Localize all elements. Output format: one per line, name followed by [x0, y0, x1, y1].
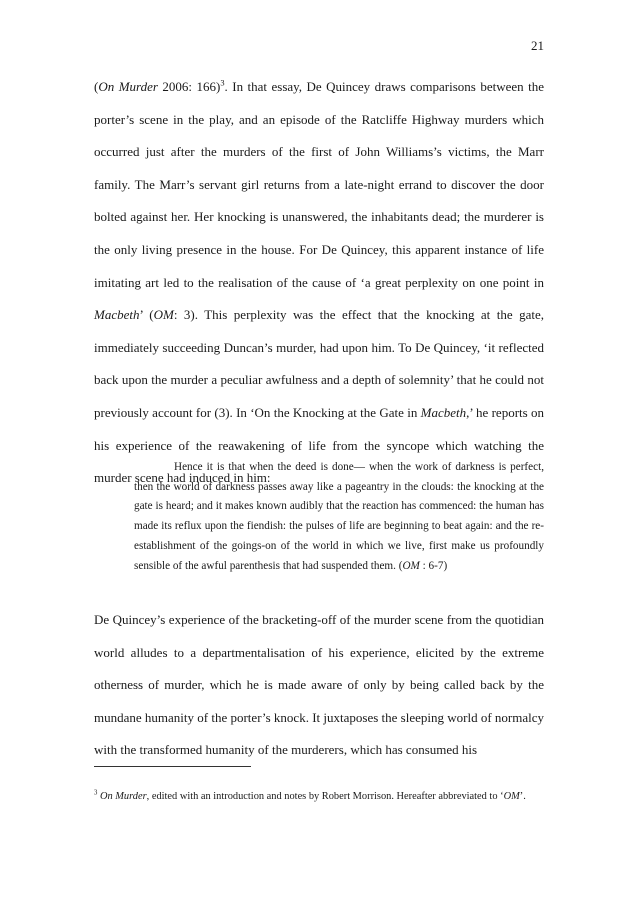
footnote: $^3$ On Murder, edited with an introduction and notes by Robert Morrison. Hereafter abbreviated to ‘OM’. — [94, 789, 526, 802]
abbr-om: OM — [153, 307, 174, 323]
title-macbeth: Macbeth — [94, 307, 140, 323]
footnote-marker: 3 — [94, 789, 98, 797]
page-number: 21 — [531, 38, 544, 53]
quote-text: Hence it is that when the deed is done— when the work of darkness is perfect, then the world of darkness passes away like a pageantry in the clouds: the knocking at the gate is heard; and it makes known audibly that the reaction has commenced: the human has made its reflux upon the fiendish: the pulses of life are beginning to beat again: and the re-establishment of the goings-on of the world in which we live, first make us profoundly sensible of the awful parenthesis that had suspended them. ( — [134, 461, 544, 572]
body-paragraph-2: De Quincey’s experience of the bracketing-off of the murder scene from the quotidian world alludes to a departmentalisation of his experience, elicited by the extreme otherness of murder, which he is made aware of only by being called back by the mundane humanity of the porter’s knock. It juxtaposes the sleeping world of normalcy with the transformed humanity of the murderers, which has consumed his — [94, 612, 544, 758]
abbr-om: OM — [402, 559, 420, 572]
block-quotation: Hence it is that when the deed is done— when the work of darkness is perfect, then the world of darkness passes away like a pageantry in the clouds: the knocking at the gate is heard; and it makes known audibly that the reaction has commenced: the human has made its reflux upon the fiendish: the pulses of life are beginning to beat again: and the re-establishment of the goings-on of the world in which we live, first make us profoundly sensible of the awful parenthesis that had suspended them. (OM : 6-7) — [134, 461, 544, 572]
body-paragraph-1: (On Murder 2006: 166)$^3$. In that essay, De Quincey draws comparisons between the porter’s scene in the play, and an episode of the Ratcliffe Highway murders which occurred just after the murders of the first of John Williams’s victims, the Marr family. The Marr’s servant girl returns from a late-night errand to discover the door bolted against her. Her knocking is unanswered, the inhabitants dead; the murderer is the only living presence in the house. For De Quincey, this apparent instance of life imitating art led to the realisation of the cause of ‘a great perplexity on one point in Macbeth’ (OM: 3). This perplexity was the effect that the knocking at the gate, immediately succeeding Duncan’s murder, had upon him. To De Quincey, ‘it reflected back upon the murder a peculiar awfulness and a depth of solemnity’ that he could not previously account for (3). In ‘On the Knocking at the Gate in Macbeth,’ he reports on his experience of the reawakening of life from the syncope which watching the murder scene had induced in him: — [94, 77, 545, 486]
footnote-separator — [94, 766, 251, 767]
footnote-ref: 3 — [220, 77, 225, 88]
abbr-om: OM — [503, 791, 520, 802]
title-macbeth: Macbeth — [420, 404, 467, 420]
title-on-murder: On Murder — [98, 79, 158, 94]
title-on-murder: On Murder — [99, 791, 147, 802]
